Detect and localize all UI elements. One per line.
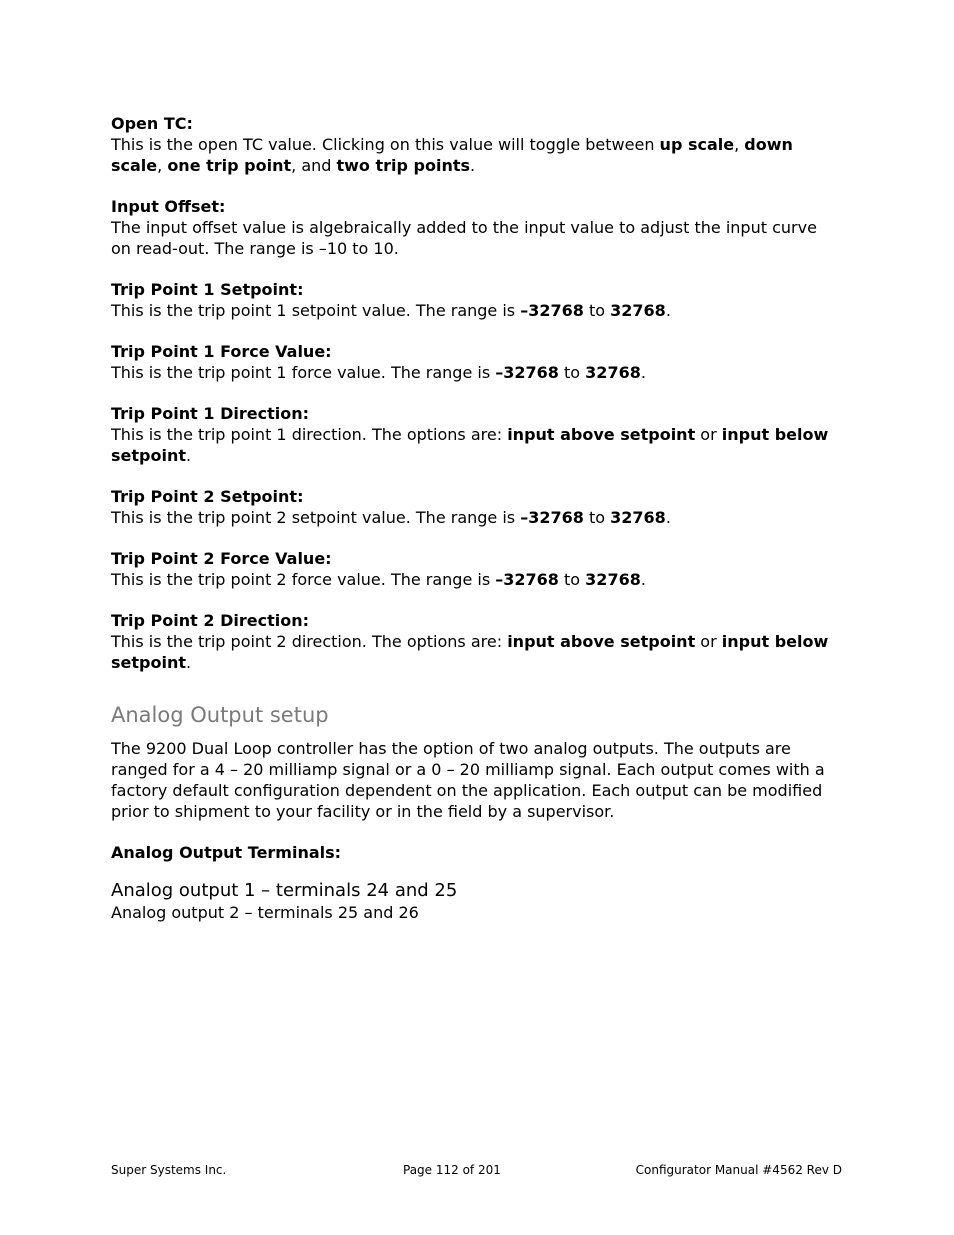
- description-text: .: [186, 653, 192, 672]
- emphasized-term: down scale: [111, 135, 793, 175]
- entry-title: Trip Point 1 Force Value:: [111, 342, 332, 361]
- entry-description: [111, 217, 836, 259]
- page-footer: [111, 1162, 842, 1178]
- emphasized-term: input above setpoint: [507, 425, 696, 444]
- entry-item: [111, 279, 836, 321]
- emphasized-term: –32768: [495, 570, 559, 589]
- description-text: .: [186, 446, 192, 465]
- entry-item: [111, 486, 836, 528]
- terminal-line-1: Analog output 1 – terminals 24 and 25: [111, 880, 458, 901]
- description-text: to: [558, 363, 586, 382]
- entry-description: [111, 424, 836, 466]
- description-text: This is the trip point 2 force value. The range is: [111, 570, 496, 589]
- description-text: to: [558, 570, 586, 589]
- entry-item: [111, 610, 836, 673]
- entry-description: [111, 134, 836, 176]
- description-text: The input offset value is algebraically added to the input value to adjust the input curve on read-out. The range is –10 to 10.: [111, 218, 817, 258]
- entry-item: [111, 113, 836, 176]
- description-text: ,: [157, 156, 168, 175]
- emphasized-term: 32768: [610, 508, 666, 527]
- description-text: .: [640, 570, 646, 589]
- description-text: This is the trip point 1 force value. The range is: [111, 363, 496, 382]
- description-text: .: [470, 156, 476, 175]
- entry-item: [111, 403, 836, 466]
- description-text: to: [583, 508, 611, 527]
- entry-description: [111, 362, 836, 383]
- emphasized-term: input below setpoint: [111, 632, 829, 672]
- entry-title: Trip Point 1 Setpoint:: [111, 280, 304, 299]
- description-text: .: [665, 301, 671, 320]
- entry-title: Open TC:: [111, 114, 193, 133]
- footer-manual-id: Configurator Manual #4562 Rev D: [635, 1163, 842, 1177]
- emphasized-term: one trip point: [167, 156, 292, 175]
- emphasized-term: 32768: [585, 363, 641, 382]
- emphasized-term: –32768: [495, 363, 559, 382]
- entry-title: Input Offset:: [111, 197, 226, 216]
- entry-title: Trip Point 1 Direction:: [111, 404, 309, 423]
- description-text: to: [583, 301, 611, 320]
- emphasized-term: 32768: [585, 570, 641, 589]
- footer-page-number: Page 112 of 201: [403, 1163, 501, 1177]
- emphasized-term: –32768: [520, 508, 584, 527]
- entry-item: [111, 548, 836, 590]
- description-text: This is the trip point 1 direction. The options are:: [111, 425, 508, 444]
- description-text: or: [695, 632, 722, 651]
- entry-title: Trip Point 2 Direction:: [111, 611, 309, 630]
- document-body: [111, 113, 836, 923]
- description-text: ,: [734, 135, 745, 154]
- entry-description: [111, 631, 836, 673]
- entry-title: Trip Point 2 Setpoint:: [111, 487, 304, 506]
- section-paragraph: The 9200 Dual Loop controller has the option of two analog outputs. The outputs are ranged for a 4 – 20 milliamp signal or a 0 – 20 milliamp signal. Each output comes with a factory default configuration dependent on the application. Each output can be modified prior to shipment to your facility or in the field by a supervisor.: [111, 739, 825, 821]
- description-text: This is the trip point 2 direction. The options are:: [111, 632, 508, 651]
- description-text: This is the trip point 1 setpoint value. The range is: [111, 301, 521, 320]
- footer-company: Super Systems Inc.: [111, 1163, 227, 1177]
- description-text: .: [640, 363, 646, 382]
- emphasized-term: two trip points: [336, 156, 471, 175]
- emphasized-term: input above setpoint: [507, 632, 696, 651]
- description-text: or: [695, 425, 722, 444]
- entry-item: [111, 196, 836, 259]
- section-heading: Analog Output setup: [111, 703, 329, 727]
- entries-list: [111, 113, 836, 673]
- entry-item: [111, 341, 836, 383]
- terminals-title: Analog Output Terminals:: [111, 843, 342, 862]
- description-text: This is the open TC value. Clicking on this value will toggle between: [111, 135, 660, 154]
- emphasized-term: 32768: [610, 301, 666, 320]
- terminal-line-2: Analog output 2 – terminals 25 and 26: [111, 903, 419, 922]
- description-text: , and: [291, 156, 337, 175]
- entry-title: Trip Point 2 Force Value:: [111, 549, 332, 568]
- description-text: .: [665, 508, 671, 527]
- emphasized-term: up scale: [659, 135, 735, 154]
- entry-description: [111, 569, 836, 590]
- entry-description: [111, 507, 836, 528]
- emphasized-term: input below setpoint: [111, 425, 829, 465]
- description-text: This is the trip point 2 setpoint value. The range is: [111, 508, 521, 527]
- entry-description: [111, 300, 836, 321]
- emphasized-term: –32768: [520, 301, 584, 320]
